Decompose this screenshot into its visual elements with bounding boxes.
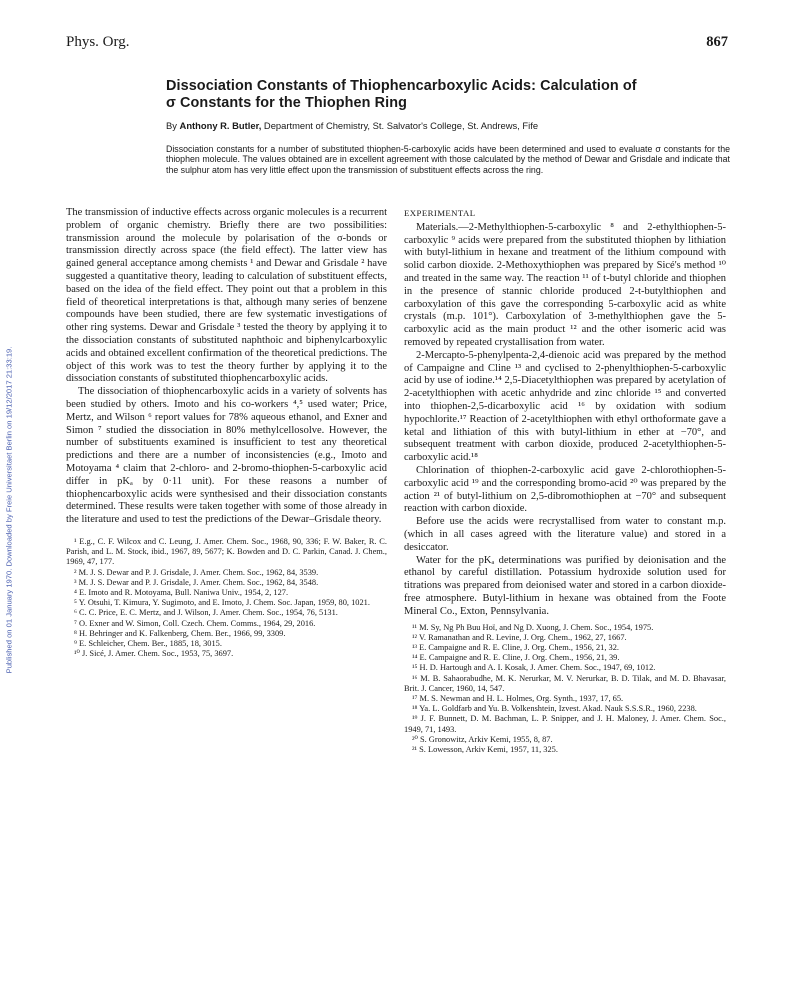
footnote: ⁷ O. Exner and W. Simon, Coll. Czech. Chem. Comms., 1964, 29, 2016.: [74, 618, 316, 628]
footnotes-left: [66, 537, 387, 659]
article-title-line-1: Dissociation Constants of Thiophencarboxylic Acids: Calculation of: [166, 78, 637, 94]
byline-prefix: By: [166, 120, 180, 131]
footnotes-right: [404, 623, 726, 756]
experimental-paragraph-4: Before use the acids were recrystallised from water to constant m.p. (which in all cases agreed with the literature value) and stored in a desiccator.: [404, 516, 726, 553]
article-title: [166, 78, 732, 112]
author-affiliation: Department of Chemistry, St. Salvator's College, St. Andrews, Fife: [261, 120, 539, 131]
page-number: 867: [706, 34, 728, 50]
footnote: ⁴ E. Imoto and R. Motoyama, Bull. Naniwa Univ., 1954, 2, 127.: [74, 587, 289, 597]
footnote: ¹² V. Ramanathan and R. Levine, J. Org. Chem., 1962, 27, 1667.: [412, 632, 627, 642]
footnote: ⁶ C. C. Price, E. C. Mertz, and J. Wilson, J. Amer. Chem. Soc., 1954, 76, 5131.: [74, 608, 338, 618]
footnote: ¹⁹ J. F. Bunnett, D. M. Bachman, L. P. Snipper, and J. H. Maloney, J. Amer. Chem. Soc., 1949, 71, 1493.: [404, 714, 726, 734]
footnote: ¹ E.g., C. F. Wilcox and C. Leung, J. Amer. Chem. Soc., 1968, 90, 336; F. W. Baker, R. C. Parish, and L. M. Stock, ibid., 1967, 89, 5677; K. Bowden and D. C. Parkin, Canad. J. Chem., 1969, 47, 177.: [66, 536, 387, 567]
footnote: ³ M. J. S. Dewar and P. J. Grisdale, J. Amer. Chem. Soc., 1962, 84, 3548.: [74, 577, 319, 587]
experimental-paragraph-2: 2-Mercapto-5-phenylpenta-2,4-dienoic acid was prepared by the method of Campaigne and Cline ¹³ and cyclised to 2-phenylthiophen-5-carboxylic acid by use of iodine.¹⁴ 2,5-Diacetylthiophen was prepared by acetylation of 2-acetylthiophen with acetic anhydride and zinc chloride ¹⁵ and converted into thiophen-2,5-dicarboxylic acid ¹⁶ by oxidation with sodium hypochlorite.¹⁷ Reaction of 2-acetylthiophen with ethyl orthoformate gave a ketal and lithiation of this with butyl-lithium in ether at −70°, and subsequent treatment with carbon dioxide, produced 2-acetylthiophen-5-carboxylic acid.¹⁸: [404, 349, 726, 464]
section-heading-experimental: EXPERIMENTAL: [404, 208, 476, 218]
footnote: ¹⁵ H. D. Hartough and A. I. Kosak, J. Amer. Chem. Soc., 1947, 69, 1012.: [412, 663, 656, 673]
experimental-paragraph-3: Chlorination of thiophen-2-carboxylic acid gave 2-chlorothiophen-5-carboxylic acid ¹⁹ and the corresponding bromo-acid ²⁰ was prepared by the action ²¹ of butyl-lithium on 2,5-dibromothiophen at −70° and subsequent reaction with carbon dioxide.: [404, 464, 726, 515]
footnote: ² M. J. S. Dewar and P. J. Grisdale, J. Amer. Chem. Soc., 1962, 84, 3539.: [74, 567, 319, 577]
footnote: ¹⁸ Ya. L. Goldfarb and Yu. B. Volkenshtein, Izvest. Akad. Nauk S.S.S.R., 1960, 2238.: [412, 704, 697, 714]
footnote: ⁹ E. Schleicher, Chem. Ber., 1885, 18, 3015.: [74, 638, 222, 648]
right-column: [404, 207, 726, 755]
experimental-paragraph-1: Materials.—2-Methylthiophen-5-carboxylic ⁸ and 2-ethylthiophen-5-carboxylic ⁹ acids were prepared from the substituted thiophen by lithiation with butyl-lithium in hexane and treatment of the lithium compound with solid carbon dioxide. 2-Methoxythiophen was prepared by Sicé's method ¹⁰ and treated in the same way. The reaction ¹¹ of t-butyl chloride and thiophen in the presence of stannic chloride produced 2-t-butylthiophen and carboxylation of this gave the corresponding 5-carboxylic acid as white crystals (m.p. 101°). Carboxylation of 3-methylthiophen gave the 5-carboxylic acid as the main product ¹² and the other isomeric acid was removed by repeated crystallisation from water.: [404, 221, 726, 348]
experimental-paragraph-5: Water for the pKₐ determinations was purified by deionisation and the ethanol by careful distillation. Potassium hydroxide solution used for titrations was prepared from deionised water and stored in a carbon dioxide-free atmosphere. Butyl-lithium in hexane was obtained from the Foote Mineral Co., Exton, Pennsylvania.: [404, 554, 726, 617]
footnote: ¹⁶ M. B. Sahaorabudhe, M. K. Nerurkar, M. V. Nerurkar, B. D. Tilak, and M. D. Bhavasar, Brit. J. Cancer, 1960, 14, 547.: [404, 673, 726, 693]
footnote: ²¹ S. Lowesson, Arkiv Kemi, 1957, 11, 325.: [412, 744, 558, 754]
journal-name: Phys. Org.: [66, 34, 130, 50]
footnote: ⁵ Y. Otsuhi, T. Kimura, Y. Sugimoto, and E. Imoto, J. Chem. Soc. Japan, 1959, 80, 1021.: [74, 598, 370, 608]
byline: [166, 120, 732, 131]
article-title-line-2: σ Constants for the Thiophen Ring: [166, 95, 407, 111]
footnote: ¹³ E. Campaigne and R. E. Cline, J. Org. Chem., 1956, 21, 32.: [412, 642, 620, 652]
page-header: [66, 34, 728, 56]
left-column: [66, 207, 387, 659]
intro-paragraph-2: The dissociation of thiophencarboxylic acids in a variety of solvents has been studied by others. Imoto and his co-workers ⁴,⁵ used water; Price, Mertz, and Wilson ⁶ report values for 78% aqueous ethanol, and Exner and Simon ⁷ studied the dissociation in 80% methylcellosolve. However, the number of substituents examined is insufficient to test any theoretical predictions and there are a number of inconsistencies (e.g., Imoto and Motoyama ⁴ claim that 2-chloro- and 2-bromo-thiophen-5-carboxylic acid differ in pKₐ by 0·11 unit). For these reasons a number of thiophencarboxylic acids were synthesised and their dissociation constants determined. These results were taken together with some of those already in the literature and used to test the predictions of the Dewar–Grisdale theory.: [66, 386, 387, 526]
download-watermark: [2, 250, 16, 770]
footnote: ⁸ H. Behringer and K. Falkenberg, Chem. Ber., 1966, 99, 3309.: [74, 628, 286, 638]
footnote: ¹⁴ E. Campaigne and R. E. Cline, J. Org. Chem., 1956, 21, 39.: [412, 653, 620, 663]
intro-paragraph-1: The transmission of inductive effects across organic molecules is a recurrent problem of organic chemistry. Briefly there are two possibilities: transmission around the molecule by polarisation of the σ-bonds or transmission directly across space (the field effect). The latter view has gained general acceptance among chemists ¹ and Dewar and Grisdale ² have suggested a quantitative theory, leading to calculation of substituent effects, based on the idea of the field effect. They point out that a problem in this field of theoretical interpretations is that, although many series of benzene compounds have been studied, there are few systematic investigations of other ring systems. Dewar and Grisdale ³ tested the theory by applying it to the dissociation constants of substituted naphthoic and biphenylcarboxylic acids and obtained excellent confirmation of the theoretical predictions. The object of this work was to test the theory further by applying it to the dissociation constants of substituted thiophencarboxylic acids.: [66, 207, 387, 385]
footnote: ²⁰ S. Gronowitz, Arkiv Kemi, 1955, 8, 87.: [412, 734, 553, 744]
footnote: ¹⁰ J. Sicé, J. Amer. Chem. Soc., 1953, 75, 3697.: [74, 649, 234, 659]
author-name: Anthony R. Butler,: [179, 120, 262, 131]
download-watermark-text: Published on 01 January 1970. Downloaded by Freie Universitaet Berlin on 19/12/2017 21:33:19.: [4, 346, 14, 674]
footnote: ¹¹ M. Sy, Ng Ph Buu Hoï, and Ng D. Xuong, J. Chem. Soc., 1954, 1975.: [412, 622, 654, 632]
abstract: Dissociation constants for a number of substituted thiophen-5-carboxylic acids have been determined and used to evaluate σ constants for the thiophen molecule. The values obtained are in excellent agreement with those calculated by the method of Dewar and Grisdale and indicate that the sulphur atom has very little effect upon the transmission of substituent effects across the ring.: [166, 144, 730, 175]
footnote: ¹⁷ M. S. Newman and H. L. Holmes, Org. Synth., 1937, 17, 65.: [412, 693, 624, 703]
